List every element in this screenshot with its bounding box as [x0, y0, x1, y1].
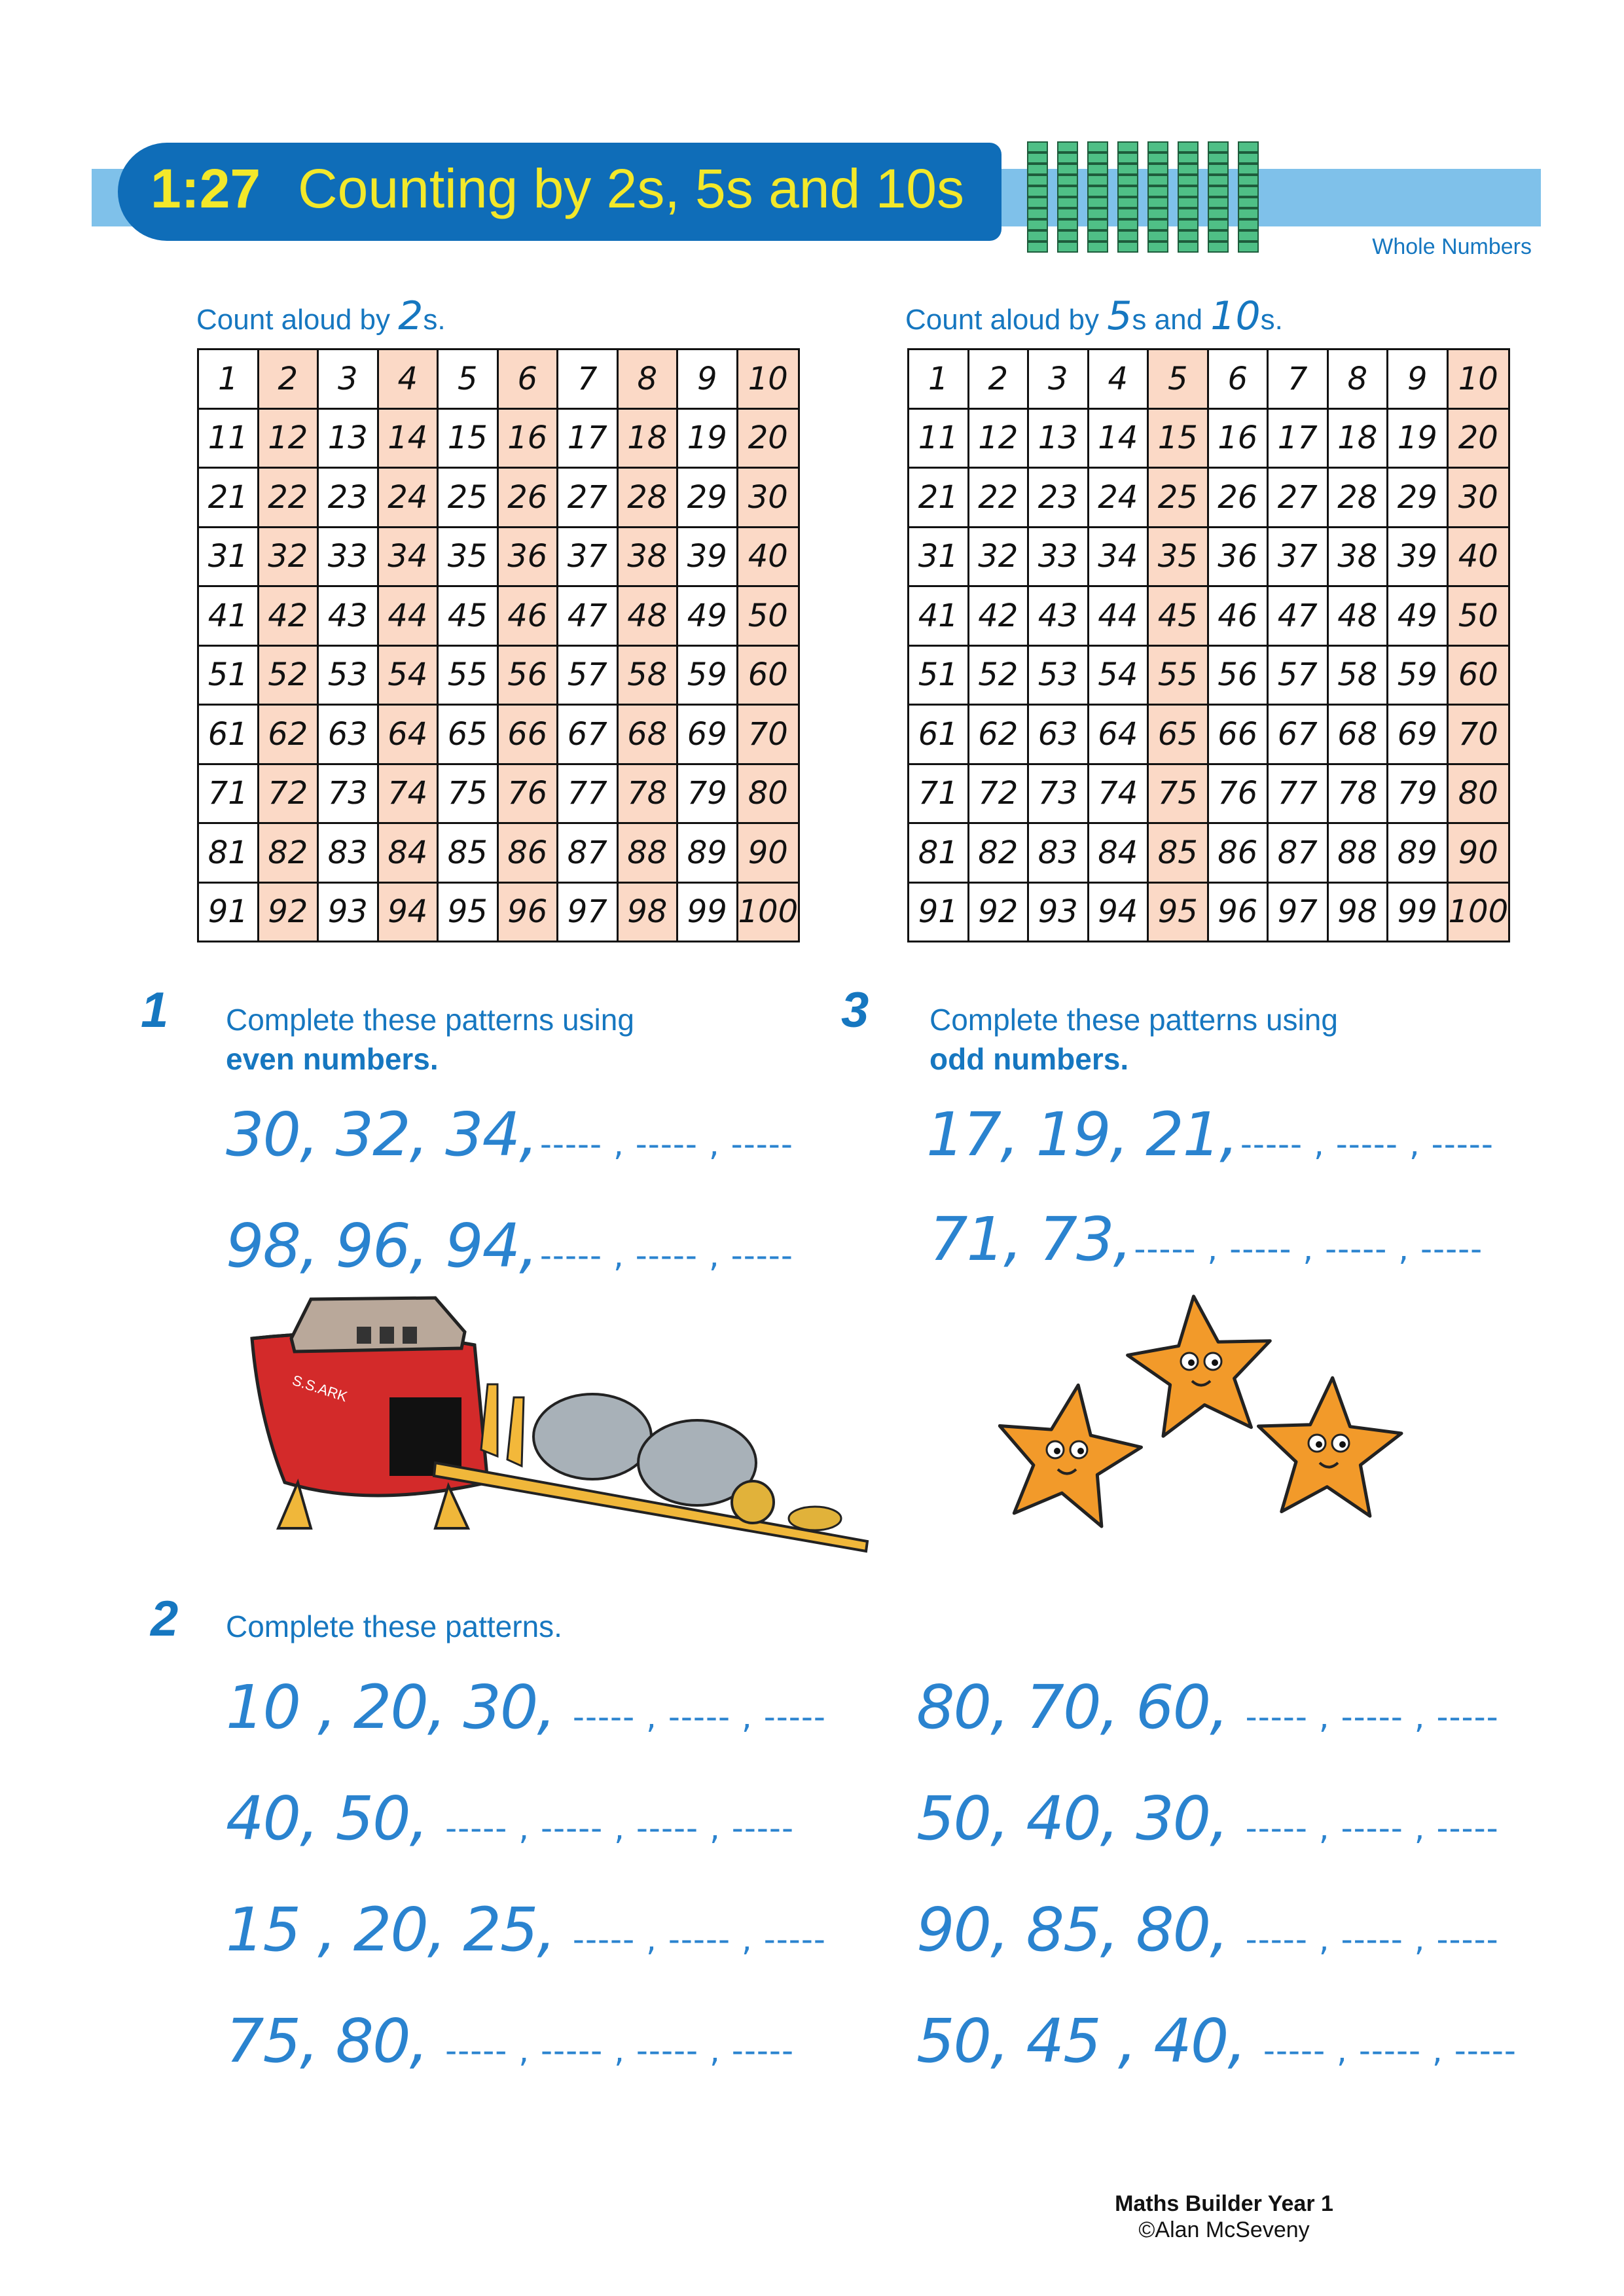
grid-cell: 3: [318, 350, 378, 409]
grid-cell: 43: [318, 586, 378, 646]
grid-cell: 96: [497, 882, 558, 942]
grid-cell: 10: [737, 350, 799, 409]
grid-cell: 37: [558, 527, 618, 586]
question-2-pattern: [916, 1784, 1499, 1854]
grid-cell: 59: [677, 645, 738, 705]
grid-cell: 17: [1268, 408, 1328, 468]
grid-cell: 79: [677, 764, 738, 823]
grid-row: [909, 705, 1509, 764]
pattern-blanks[interactable]: ----- , ----- , -----: [539, 1236, 793, 1274]
grid-cell: 9: [1388, 350, 1448, 409]
grid-cell: 39: [677, 527, 738, 586]
question-2-pattern: [226, 2006, 794, 2076]
pattern-given: 10 , 20, 30,: [226, 1672, 573, 1742]
grid-cell: 89: [677, 823, 738, 883]
grid-cell: 98: [617, 882, 677, 942]
grid-cell: 97: [558, 882, 618, 942]
grid-cell: 53: [1028, 645, 1089, 705]
grid-cell: 86: [497, 823, 558, 883]
grid-cell: 20: [1447, 408, 1509, 468]
grid-cell: 1: [909, 350, 969, 409]
grid-cell: 99: [1388, 882, 1448, 942]
grid-cell: 64: [378, 705, 438, 764]
grid-cell: 7: [1268, 350, 1328, 409]
grid-cell: 92: [258, 882, 318, 942]
grid-cell: 41: [198, 586, 259, 646]
grid-cell: 10: [1447, 350, 1509, 409]
question-2-pattern: [226, 1895, 826, 1965]
grid-cell: 82: [968, 823, 1028, 883]
hundreds-chart-5s-10s: [907, 348, 1510, 942]
grid-cell: 18: [617, 408, 677, 468]
grid-cell: 70: [1447, 705, 1509, 764]
instruction-text: Count aloud by: [905, 304, 1099, 336]
grid-cell: 39: [1388, 527, 1448, 586]
grid-cell: 88: [617, 823, 677, 883]
grid-cell: 75: [438, 764, 498, 823]
question-2-pattern: [916, 1895, 1499, 1965]
grid-cell: 5: [438, 350, 498, 409]
grid-cell: 54: [378, 645, 438, 705]
instruction-text: s.: [1260, 304, 1283, 336]
hundreds-chart-2s: [197, 348, 800, 942]
starfish-icon: [998, 1293, 1437, 1554]
grid-cell: 89: [1388, 823, 1448, 883]
grid-cell: 24: [378, 468, 438, 528]
grid-cell: 2: [258, 350, 318, 409]
grid-cell: 23: [318, 468, 378, 528]
grid-cell: 90: [737, 823, 799, 883]
grid-cell: 99: [677, 882, 738, 942]
grid-cell: 65: [438, 705, 498, 764]
grid-cell: 45: [1148, 586, 1208, 646]
grid-cell: 74: [378, 764, 438, 823]
grid-cell: 23: [1028, 468, 1089, 528]
grid-cell: 87: [558, 823, 618, 883]
grid-cell: 83: [1028, 823, 1089, 883]
grid-cell: 66: [497, 705, 558, 764]
grid-row: [198, 645, 799, 705]
question-3-pattern-2: [929, 1204, 1483, 1274]
pattern-blanks[interactable]: ----- , ----- , ----- , -----: [445, 1809, 794, 1847]
grid-cell: 19: [1388, 408, 1448, 468]
noahs-ark-icon: [239, 1286, 874, 1561]
question-2-text: Complete these patterns.: [226, 1609, 562, 1643]
grid-cell: 13: [318, 408, 378, 468]
grid-cell: 75: [1148, 764, 1208, 823]
grid-cell: 80: [1447, 764, 1509, 823]
grid-cell: 56: [497, 645, 558, 705]
grid-cell: 67: [1268, 705, 1328, 764]
grid-cell: 66: [1208, 705, 1268, 764]
pattern-given: 30, 32, 34,: [226, 1100, 537, 1170]
grid-cell: 8: [1327, 350, 1388, 409]
grid-cell: 24: [1088, 468, 1148, 528]
grid-cell: 36: [497, 527, 558, 586]
grid-cell: 57: [1268, 645, 1328, 705]
pattern-blanks[interactable]: ----- , ----- , -----: [1245, 1920, 1499, 1958]
grid-cell: 63: [318, 705, 378, 764]
question-2-number: 2: [151, 1591, 179, 1647]
footer-title: Maths Builder Year 1: [1115, 2191, 1333, 2216]
grid-cell: 85: [1148, 823, 1208, 883]
question-2-pattern: [916, 1672, 1499, 1742]
grid-row: [909, 527, 1509, 586]
pattern-given: 40, 50,: [226, 1784, 446, 1854]
grid-cell: 28: [1327, 468, 1388, 528]
grid-cell: 13: [1028, 408, 1089, 468]
grid-cell: 49: [677, 586, 738, 646]
grid-cell: 47: [558, 586, 618, 646]
grid-cell: 43: [1028, 586, 1089, 646]
grid-cell: 19: [677, 408, 738, 468]
instruction-number: 2: [398, 293, 424, 339]
grid-cell: 92: [968, 882, 1028, 942]
grid-cell: 17: [558, 408, 618, 468]
question-2-pattern: [916, 2006, 1517, 2076]
grid-cell: 82: [258, 823, 318, 883]
grid-cell: 86: [1208, 823, 1268, 883]
grid-cell: 72: [968, 764, 1028, 823]
grid-cell: 26: [497, 468, 558, 528]
grid-cell: 29: [1388, 468, 1448, 528]
grid-cell: 55: [1148, 645, 1208, 705]
grid-cell: 91: [198, 882, 259, 942]
question-3-pattern-1: [926, 1100, 1494, 1170]
grid-cell: 33: [318, 527, 378, 586]
grid-row: [198, 586, 799, 646]
grid-cell: 50: [737, 586, 799, 646]
question-3-prompt: Complete these patterns using: [929, 1003, 1338, 1037]
grid-row: [198, 408, 799, 468]
grid-cell: 71: [198, 764, 259, 823]
base-ten-rods-icon: [1024, 139, 1273, 257]
pattern-blanks[interactable]: ----- , ----- , -----: [1263, 2032, 1517, 2070]
grid-cell: 64: [1088, 705, 1148, 764]
grid-cell: 52: [258, 645, 318, 705]
grid-cell: 12: [258, 408, 318, 468]
grid-cell: 28: [617, 468, 677, 528]
grid-cell: 32: [968, 527, 1028, 586]
pattern-blanks[interactable]: ----- , ----- , -----: [572, 1698, 826, 1736]
grid-cell: 47: [1268, 586, 1328, 646]
grid-cell: 67: [558, 705, 618, 764]
grid-cell: 51: [198, 645, 259, 705]
grid-cell: 50: [1447, 586, 1509, 646]
grid-cell: 11: [909, 408, 969, 468]
grid-row: [198, 350, 799, 409]
grid-cell: 88: [1327, 823, 1388, 883]
grid-cell: 42: [968, 586, 1028, 646]
instruction-number: 5: [1107, 293, 1132, 339]
grid-cell: 18: [1327, 408, 1388, 468]
ark-label: S.S.ARK: [290, 1371, 350, 1405]
grid-cell: 44: [1088, 586, 1148, 646]
grid-cell: 33: [1028, 527, 1089, 586]
grid-cell: 91: [909, 882, 969, 942]
grid-cell: 77: [558, 764, 618, 823]
grid-cell: 6: [497, 350, 558, 409]
pattern-given: 71, 73,: [929, 1204, 1131, 1274]
grid-cell: 31: [909, 527, 969, 586]
grid-cell: 22: [968, 468, 1028, 528]
grid-cell: 7: [558, 350, 618, 409]
grid-row: [909, 823, 1509, 883]
grid-cell: 8: [617, 350, 677, 409]
grid-cell: 36: [1208, 527, 1268, 586]
grid-row: [198, 705, 799, 764]
grid-cell: 57: [558, 645, 618, 705]
question-3-number: 3: [841, 982, 869, 1038]
grid-cell: 20: [737, 408, 799, 468]
grid-cell: 41: [909, 586, 969, 646]
grid-cell: 80: [737, 764, 799, 823]
grid-cell: 68: [1327, 705, 1388, 764]
grid-cell: 26: [1208, 468, 1268, 528]
grid-cell: 100: [1447, 882, 1509, 942]
grid-cell: 30: [737, 468, 799, 528]
grid-cell: 31: [198, 527, 259, 586]
grid-row: [909, 764, 1509, 823]
grid-cell: 76: [497, 764, 558, 823]
grid-cell: 60: [737, 645, 799, 705]
pattern-blanks[interactable]: ----- , ----- , -----: [539, 1125, 793, 1163]
grid-cell: 27: [1268, 468, 1328, 528]
grid-cell: 85: [438, 823, 498, 883]
grid-cell: 53: [318, 645, 378, 705]
grid-cell: 71: [909, 764, 969, 823]
grid-cell: 38: [1327, 527, 1388, 586]
question-2-pattern: [226, 1784, 794, 1854]
grid-2s-instruction: [196, 293, 446, 339]
question-3-emphasis: odd numbers.: [929, 1042, 1129, 1076]
question-1-emphasis: even numbers.: [226, 1042, 439, 1076]
question-2-pattern: [226, 1672, 826, 1742]
grid-row: [198, 468, 799, 528]
grid-cell: 73: [1028, 764, 1089, 823]
grid-cell: 42: [258, 586, 318, 646]
grid-cell: 34: [378, 527, 438, 586]
grid-cell: 84: [378, 823, 438, 883]
instruction-text: s and: [1132, 304, 1203, 336]
grid-cell: 22: [258, 468, 318, 528]
grid-cell: 16: [497, 408, 558, 468]
grid-row: [909, 586, 1509, 646]
grid-cell: 97: [1268, 882, 1328, 942]
grid-cell: 63: [1028, 705, 1089, 764]
pattern-blanks[interactable]: ----- , ----- , ----- , -----: [1134, 1230, 1483, 1268]
grid-row: [909, 350, 1509, 409]
grid-cell: 29: [677, 468, 738, 528]
grid-cell: 93: [1028, 882, 1089, 942]
grid-cell: 58: [617, 645, 677, 705]
grid-cell: 46: [497, 586, 558, 646]
grid-cell: 32: [258, 527, 318, 586]
grid-cell: 14: [1088, 408, 1148, 468]
grid-cell: 6: [1208, 350, 1268, 409]
grid-cell: 27: [558, 468, 618, 528]
grid-row: [198, 882, 799, 942]
question-1-prompt: Complete these patterns using: [226, 1003, 634, 1037]
grid-cell: 76: [1208, 764, 1268, 823]
grid-cell: 93: [318, 882, 378, 942]
pattern-given: 75, 80,: [226, 2006, 446, 2076]
grid-cell: 15: [1148, 408, 1208, 468]
grid-cell: 21: [198, 468, 259, 528]
grid-cell: 45: [438, 586, 498, 646]
grid-cell: 65: [1148, 705, 1208, 764]
grid-cell: 96: [1208, 882, 1268, 942]
grid-cell: 58: [1327, 645, 1388, 705]
pattern-given: 98, 96, 94,: [226, 1211, 537, 1281]
grid-cell: 81: [198, 823, 259, 883]
grid-cell: 40: [737, 527, 799, 586]
grid-cell: 81: [909, 823, 969, 883]
grid-row: [909, 882, 1509, 942]
instruction-text: s.: [423, 304, 446, 336]
grid-cell: 12: [968, 408, 1028, 468]
grid-cell: 44: [378, 586, 438, 646]
grid-cell: 83: [318, 823, 378, 883]
grid-cell: 62: [258, 705, 318, 764]
grid-cell: 59: [1388, 645, 1448, 705]
pattern-blanks[interactable]: ----- , ----- , ----- , -----: [445, 2032, 794, 2070]
pattern-given: 50, 45 , 40,: [916, 2006, 1263, 2076]
grid-cell: 73: [318, 764, 378, 823]
grid-cell: 70: [737, 705, 799, 764]
grid-cell: 94: [1088, 882, 1148, 942]
grid-cell: 61: [909, 705, 969, 764]
grid-cell: 72: [258, 764, 318, 823]
section-label: Whole Numbers: [1372, 234, 1532, 259]
grid-cell: 37: [1268, 527, 1328, 586]
grid-row: [909, 468, 1509, 528]
grid-cell: 38: [617, 527, 677, 586]
grid-cell: 25: [438, 468, 498, 528]
grid-cell: 30: [1447, 468, 1509, 528]
grid-cell: 98: [1327, 882, 1388, 942]
grid-cell: 69: [1388, 705, 1448, 764]
grid-cell: 9: [677, 350, 738, 409]
grid-cell: 5: [1148, 350, 1208, 409]
grid-cell: 34: [1088, 527, 1148, 586]
instruction-number: 10: [1210, 293, 1261, 339]
pattern-given: 15 , 20, 25,: [226, 1895, 573, 1965]
question-1-number: 1: [141, 982, 169, 1038]
grid-cell: 3: [1028, 350, 1089, 409]
grid-cell: 25: [1148, 468, 1208, 528]
grid-cell: 84: [1088, 823, 1148, 883]
grid-cell: 60: [1447, 645, 1509, 705]
grid-cell: 62: [968, 705, 1028, 764]
grid-cell: 61: [198, 705, 259, 764]
grid-cell: 74: [1088, 764, 1148, 823]
grid-5s-instruction: [905, 293, 1283, 339]
question-3-text: [929, 1000, 1338, 1079]
grid-cell: 68: [617, 705, 677, 764]
pattern-given: 90, 85, 80,: [916, 1895, 1246, 1965]
question-1-pattern-2: [226, 1211, 793, 1281]
pattern-blanks[interactable]: ----- , ----- , -----: [572, 1920, 826, 1958]
grid-cell: 35: [1148, 527, 1208, 586]
grid-cell: 14: [378, 408, 438, 468]
grid-cell: 100: [737, 882, 799, 942]
grid-cell: 46: [1208, 586, 1268, 646]
grid-cell: 79: [1388, 764, 1448, 823]
grid-cell: 2: [968, 350, 1028, 409]
grid-cell: 11: [198, 408, 259, 468]
grid-cell: 95: [438, 882, 498, 942]
pattern-blanks[interactable]: ----- , ----- , -----: [1240, 1125, 1494, 1163]
footer-copyright: ©Alan McSeveny: [1138, 2217, 1310, 2242]
grid-cell: 94: [378, 882, 438, 942]
grid-cell: 35: [438, 527, 498, 586]
grid-cell: 78: [1327, 764, 1388, 823]
pattern-given: 50, 40, 30,: [916, 1784, 1246, 1854]
grid-row: [198, 527, 799, 586]
grid-cell: 51: [909, 645, 969, 705]
question-1-text: [226, 1000, 634, 1079]
grid-cell: 95: [1148, 882, 1208, 942]
pattern-blanks[interactable]: ----- , ----- , -----: [1245, 1809, 1499, 1847]
grid-cell: 87: [1268, 823, 1328, 883]
grid-cell: 21: [909, 468, 969, 528]
grid-cell: 69: [677, 705, 738, 764]
grid-cell: 4: [1088, 350, 1148, 409]
grid-cell: 54: [1088, 645, 1148, 705]
pattern-given: 17, 19, 21,: [926, 1100, 1238, 1170]
page-title: Counting by 2s, 5s and 10s: [298, 158, 965, 219]
grid-cell: 78: [617, 764, 677, 823]
instruction-text: Count aloud by: [196, 304, 390, 336]
grid-cell: 52: [968, 645, 1028, 705]
grid-cell: 55: [438, 645, 498, 705]
grid-cell: 77: [1268, 764, 1328, 823]
grid-cell: 48: [1327, 586, 1388, 646]
lesson-number: 1:27: [151, 158, 261, 219]
grid-row: [909, 408, 1509, 468]
grid-cell: 48: [617, 586, 677, 646]
grid-row: [198, 823, 799, 883]
grid-cell: 56: [1208, 645, 1268, 705]
grid-cell: 15: [438, 408, 498, 468]
pattern-given: 80, 70, 60,: [916, 1672, 1246, 1742]
question-1-pattern-1: [226, 1100, 793, 1170]
grid-cell: 1: [198, 350, 259, 409]
grid-cell: 49: [1388, 586, 1448, 646]
grid-cell: 4: [378, 350, 438, 409]
grid-cell: 40: [1447, 527, 1509, 586]
grid-row: [909, 645, 1509, 705]
grid-cell: 90: [1447, 823, 1509, 883]
pattern-blanks[interactable]: ----- , ----- , -----: [1245, 1698, 1499, 1736]
grid-row: [198, 764, 799, 823]
grid-cell: 16: [1208, 408, 1268, 468]
